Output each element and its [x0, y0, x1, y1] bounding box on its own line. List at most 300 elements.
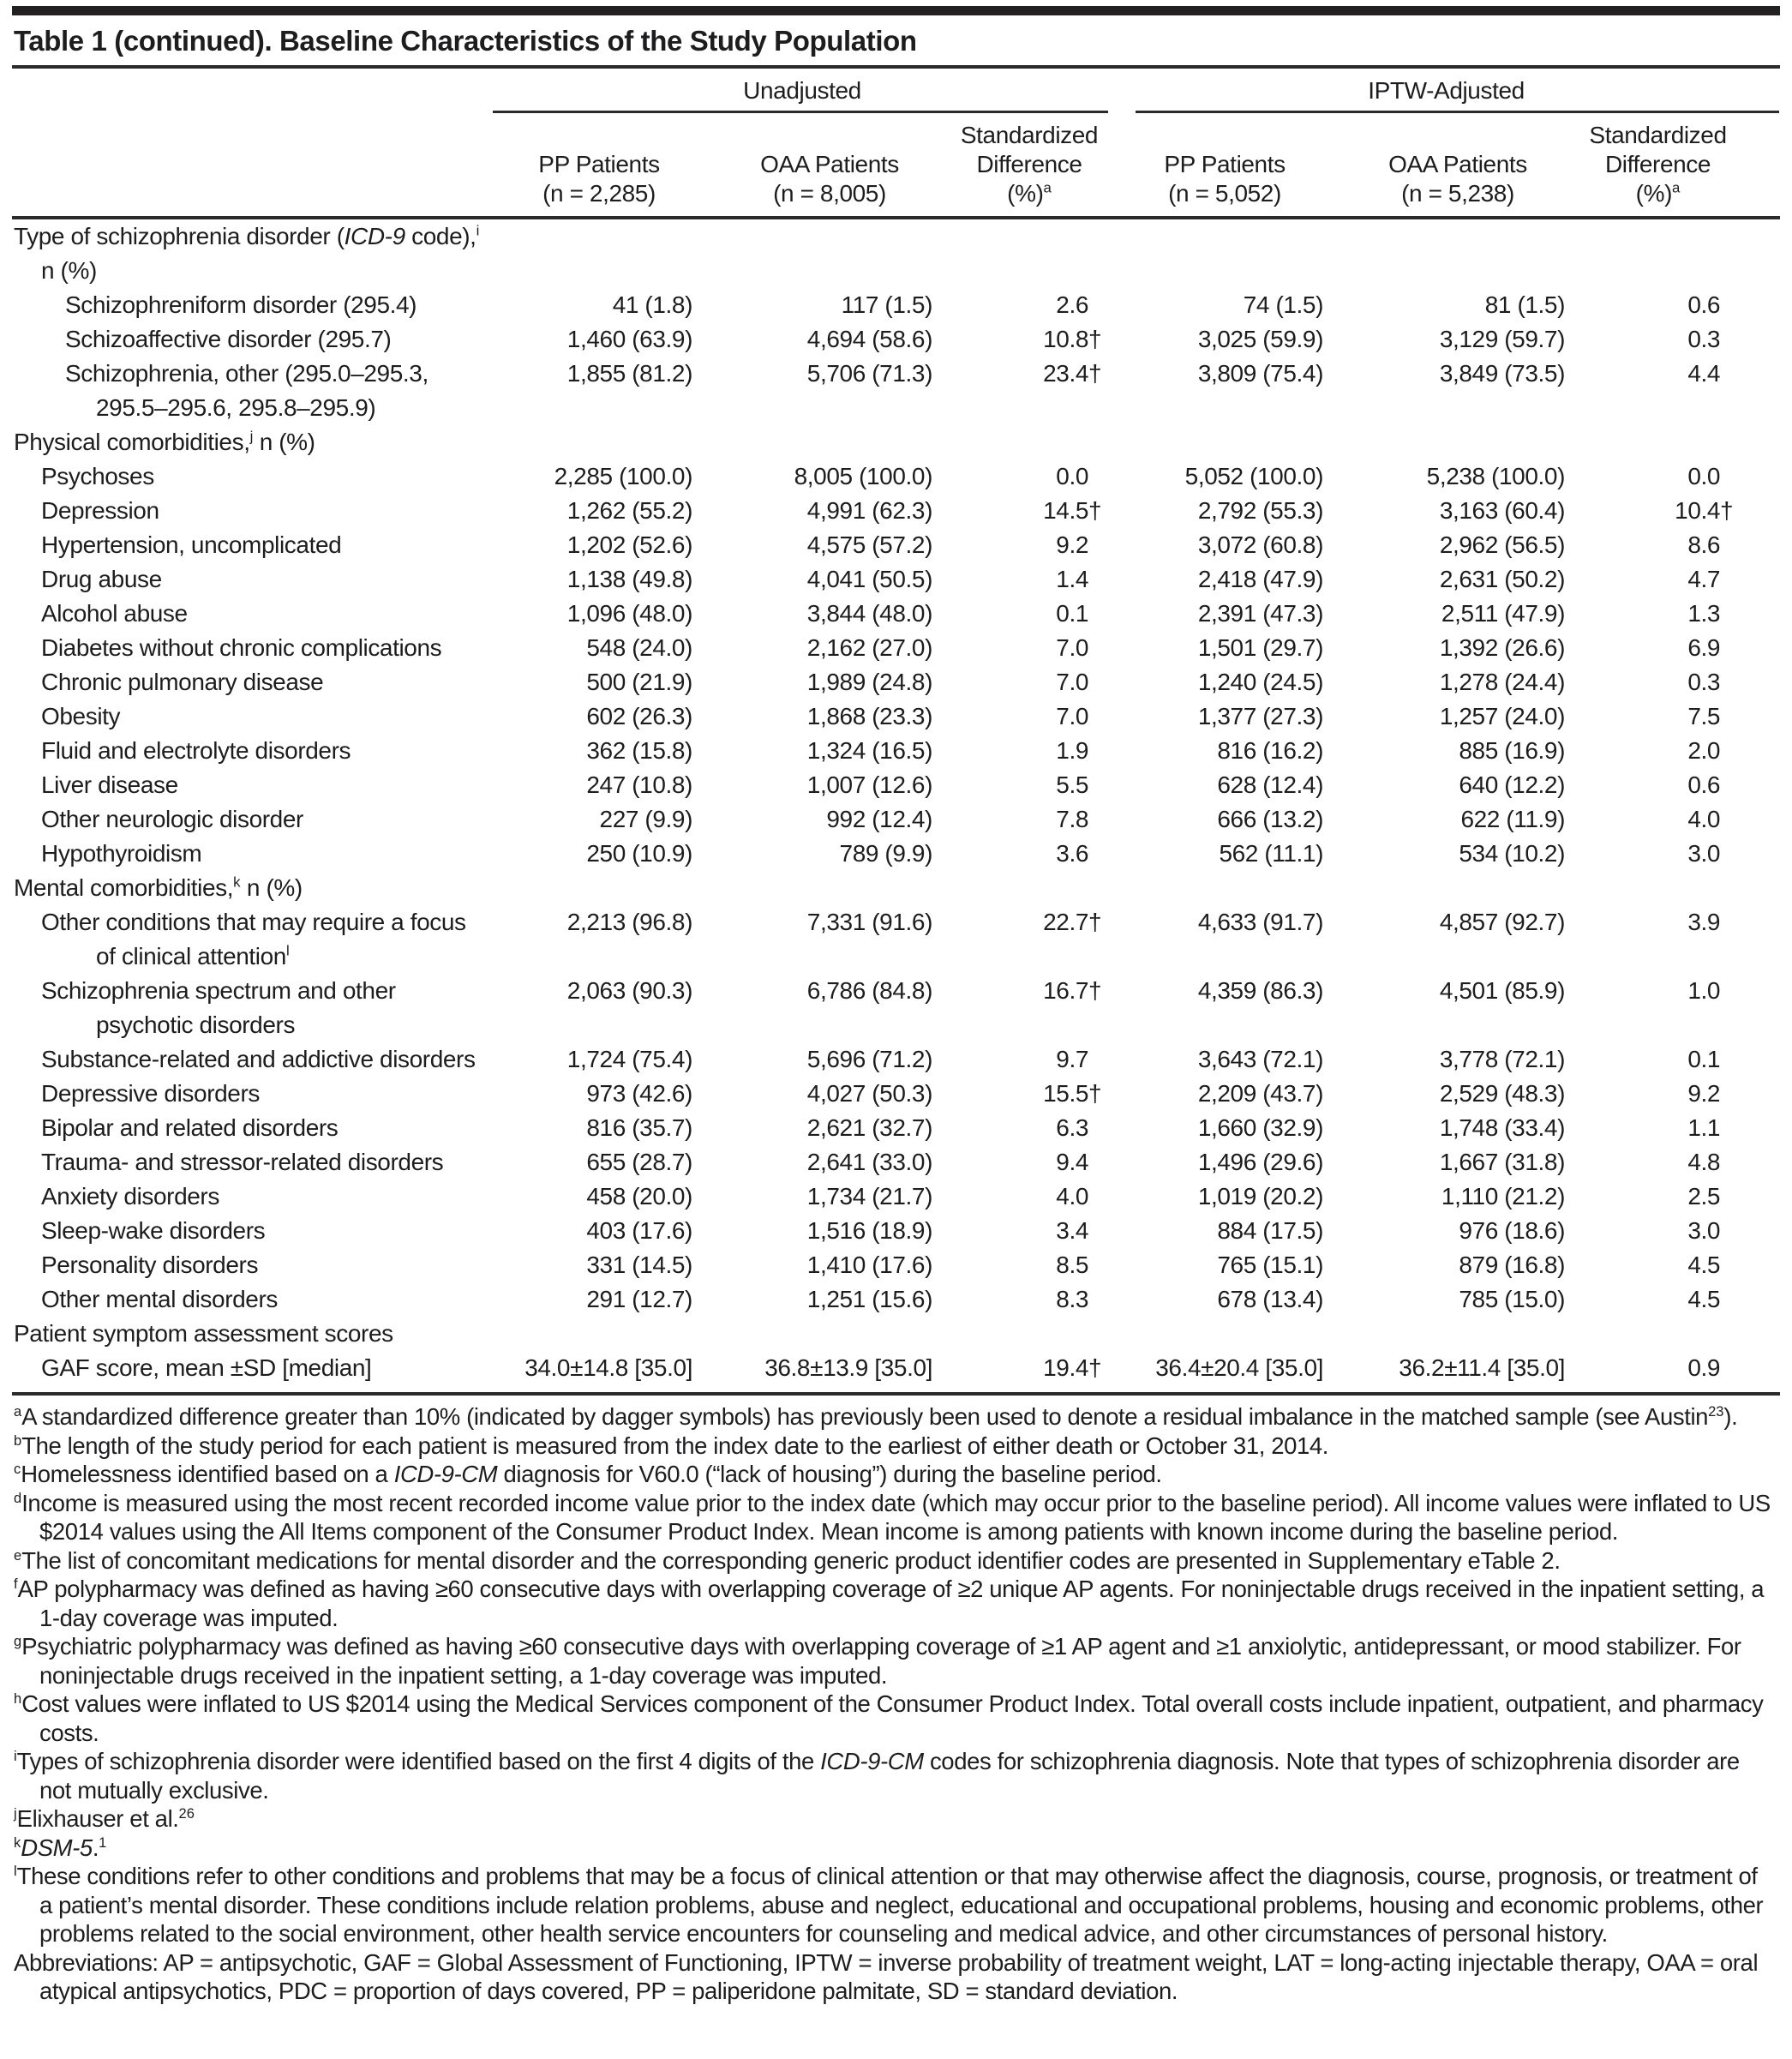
dagger-slot — [1088, 563, 1106, 596]
row-label: Fluid and electrolyte disorders — [41, 737, 351, 764]
table-header — [12, 69, 1780, 218]
cell-value: 10.4 † — [1579, 494, 1780, 528]
dagger-slot — [1720, 597, 1737, 630]
row-label: Depression — [41, 497, 159, 524]
cell-value: 22.7 † — [953, 905, 1112, 939]
cell-value: 1,855 (81.2) — [566, 360, 692, 387]
dagger-slot — [1720, 700, 1737, 733]
cell-value: 15.5 † — [953, 1077, 1112, 1111]
dagger-slot — [1088, 1112, 1106, 1144]
row-label: Chronic pulmonary disease — [41, 669, 324, 695]
header-group-row — [12, 69, 1780, 114]
table-row — [12, 699, 1780, 734]
dagger-slot — [1720, 906, 1737, 939]
dagger-slot — [1088, 1180, 1106, 1213]
cell-value: 0.6 — [1579, 288, 1780, 322]
cell-value: 1,240 (24.5) — [1197, 669, 1324, 695]
cell-value: 19.4 † — [953, 1351, 1112, 1392]
row-label: Other neurologic disorder — [41, 806, 303, 832]
cell-value: 6,786 (84.8) — [806, 977, 932, 1004]
cell-value: 7.0 — [953, 631, 1112, 665]
cell-value: 3,025 (59.9) — [1197, 326, 1324, 352]
cell-value: 500 (21.9) — [586, 669, 692, 695]
cell-value: 291 (12.7) — [586, 1286, 692, 1312]
footnote: $^e$The list of concomitant medications for mental disorder and the corresponding generic product identifier codes are presented in Supplementary eTable 2. — [14, 1546, 1561, 1574]
cell-value: 6.9 — [1579, 631, 1780, 665]
table-row — [12, 1351, 1780, 1392]
group-unadjusted — [492, 69, 1112, 114]
dagger-slot — [1088, 666, 1106, 699]
table-row — [12, 459, 1780, 494]
cell-value: 10.8 † — [953, 322, 1112, 357]
cell-value: 1.9 — [953, 734, 1112, 768]
cell-value: 0.3 — [1579, 665, 1780, 699]
table-row — [12, 425, 1780, 459]
cell-value: 9.2 — [953, 528, 1112, 562]
dagger-slot — [1720, 803, 1737, 836]
cell-value: 3,163 (60.4) — [1439, 497, 1566, 524]
cell-value: 4.0 — [1579, 802, 1780, 837]
cell-value: 4.8 — [1579, 1145, 1780, 1180]
dagger-slot — [1088, 460, 1106, 493]
row-label: Schizophrenia, other (295.0–295.3, — [65, 360, 429, 387]
dagger-slot — [1088, 632, 1106, 664]
dagger-marker: † — [1088, 1354, 1102, 1381]
cell-value: 8.3 — [953, 1282, 1112, 1317]
group-label-iptw: IPTW-Adjusted — [1368, 77, 1525, 104]
column-header: PP Patients (n = 2,285) — [492, 114, 706, 218]
cell-value: 2,162 (27.0) — [806, 634, 932, 661]
row-label: Alcohol abuse — [41, 600, 188, 627]
cell-value: 1,660 (32.9) — [1197, 1114, 1324, 1141]
cell-value: 2,792 (55.3) — [1197, 497, 1324, 524]
cell-value: 81 (1.5) — [1484, 291, 1566, 318]
cell-value: 5.5 — [953, 768, 1112, 802]
column-header: PP Patients (n = 5,052) — [1112, 114, 1337, 218]
cell-value: 3.0 — [1579, 837, 1780, 871]
cell-value: 9.2 — [1579, 1077, 1780, 1111]
dagger-slot — [1720, 1078, 1737, 1110]
cell-value: 9.4 — [953, 1145, 1112, 1180]
footnote: $^b$The length of the study period for each patient is measured from the index date to the earliest of either death or October 31, 2014. — [14, 1432, 1329, 1459]
footnote: $^g$Psychiatric polypharmacy was defined as having ≥60 consecutive days with overlapping coverage of ≥1 AP agent and ≥1 anxiolytic, antidepressant, or mood stabilizer. For noninjectable drugs received in the inpatient setting, a 1-day coverage was imputed. — [14, 1633, 1741, 1689]
cell-value: 1,667 (31.8) — [1439, 1149, 1566, 1175]
cell-value: 3,844 (48.0) — [806, 600, 932, 627]
table-row — [12, 631, 1780, 665]
cell-value: 4.0 — [953, 1180, 1112, 1214]
page — [0, 6, 1792, 2011]
cell-value: 1,377 (27.3) — [1197, 703, 1324, 729]
dagger-slot — [1720, 1352, 1737, 1384]
row-label: Mental comorbidities,$^k$ n (%) — [14, 873, 303, 901]
cell-value: 1,496 (29.6) — [1197, 1149, 1324, 1175]
row-label: Obesity — [41, 703, 121, 729]
dagger-slot — [1088, 837, 1106, 870]
cell-value: 973 (42.6) — [586, 1080, 692, 1107]
table-row — [12, 1282, 1780, 1317]
cell-value: 4,359 (86.3) — [1197, 977, 1324, 1004]
row-label: Schizophreniform disorder (295.4) — [65, 291, 417, 318]
cell-value: 1.1 — [1579, 1111, 1780, 1145]
cell-value: 36.4±20.4 [35.0] — [1155, 1354, 1324, 1381]
row-label: Schizophrenia spectrum and other — [41, 977, 396, 1004]
cell-value: 1,516 (18.9) — [806, 1217, 932, 1244]
row-label: Other mental disorders — [41, 1286, 278, 1312]
row-label: Drug abuse — [41, 566, 162, 592]
row-label: Psychoses — [41, 463, 154, 489]
table-row — [12, 734, 1780, 768]
footnote: $^k$DSM-5.$^1$ — [14, 1834, 107, 1861]
cell-value: 879 (16.8) — [1459, 1252, 1566, 1278]
dagger-marker: † — [1720, 497, 1734, 524]
row-label: Personality disorders — [41, 1252, 259, 1278]
dagger-slot — [1088, 1215, 1106, 1247]
cell-value: 458 (20.0) — [586, 1183, 692, 1210]
cell-value: 7.0 — [953, 699, 1112, 734]
row-label: 295.5–295.6, 295.8–295.9) — [96, 394, 376, 421]
column-header: OAA Patients (n = 8,005) — [706, 114, 953, 218]
footnote: $^j$Elixhauser et al.$^{26}$ — [14, 1805, 195, 1832]
column-header: OAA Patients (n = 5,238) — [1337, 114, 1579, 218]
footnote: $^a$A standardized difference greater than 10% (indicated by dagger symbols) has previously been used to denote a residual imbalance in the matched sample (see Austin$^{23}$). — [14, 1403, 1738, 1430]
table-row — [12, 1145, 1780, 1180]
table-row — [12, 322, 1780, 357]
cell-value: 666 (13.2) — [1217, 806, 1324, 832]
dagger-slot — [1720, 460, 1737, 493]
cell-value: 23.4 † — [953, 357, 1112, 391]
table-row — [12, 837, 1780, 871]
footnote: $^l$These conditions refer to other conditions and problems that may be a focus of clinical attention or that may otherwise affect the diagnosis, course, prognosis, or treatment of a patient’s mental disorder. These conditions include relation problems, abuse and neglect, educational and occupational problems, housing and economic problems, other problems related to the social environment, other health service encounters for counseling and medical advice, and other circumstances of personal history. — [14, 1863, 1764, 1947]
cell-value: 2,641 (33.0) — [806, 1149, 932, 1175]
table-row — [12, 254, 1780, 288]
cell-value: 765 (15.1) — [1217, 1252, 1324, 1278]
cell-value: 4,575 (57.2) — [806, 531, 932, 558]
dagger-slot — [1088, 769, 1106, 801]
header-spacer — [12, 69, 492, 114]
dagger-slot — [1088, 1146, 1106, 1179]
dagger-slot — [1720, 666, 1737, 699]
cell-value: 2.6 — [953, 288, 1112, 322]
cell-value: 1,724 (75.4) — [566, 1046, 692, 1072]
cell-value: 227 (9.9) — [599, 806, 692, 832]
table-row — [12, 1180, 1780, 1214]
cell-value: 885 (16.9) — [1459, 737, 1566, 764]
row-label: Type of schizophrenia disorder (ICD-9 code),$^i$ — [14, 222, 480, 249]
cell-value: 1,251 (15.6) — [806, 1286, 932, 1312]
cell-value: 403 (17.6) — [586, 1217, 692, 1244]
row-label: Liver disease — [41, 771, 178, 798]
cell-value: 1,257 (24.0) — [1439, 703, 1566, 729]
cell-value: 36.8±13.9 [35.0] — [764, 1354, 932, 1381]
cell-value: 4.4 — [1579, 357, 1780, 391]
cell-value: 3.4 — [953, 1214, 1112, 1248]
cell-value: 3,643 (72.1) — [1197, 1046, 1324, 1072]
table-row — [12, 597, 1780, 631]
header-spacer — [12, 114, 492, 218]
footnote: $^f$AP polypharmacy was defined as having ≥60 consecutive days with overlapping coverage of ≥2 unique AP agents. For noninjectable drugs received in the inpatient setting, a 1-day coverage was imputed. — [14, 1576, 1765, 1631]
cell-value: 3,809 (75.4) — [1197, 360, 1324, 387]
cell-value: 0.1 — [1579, 1042, 1780, 1077]
dagger-marker: † — [1088, 497, 1102, 524]
cell-value: 9.7 — [953, 1042, 1112, 1077]
dagger-slot — [1088, 803, 1106, 836]
row-label: Hypertension, uncomplicated — [41, 531, 342, 558]
row-label: psychotic disorders — [96, 1011, 296, 1038]
cell-value: 8.5 — [953, 1248, 1112, 1282]
group-rule-unadjusted — [493, 111, 1108, 113]
cell-value: 1,262 (55.2) — [566, 497, 692, 524]
dagger-slot — [1088, 597, 1106, 630]
cell-value: 4,694 (58.6) — [806, 326, 932, 352]
cell-value: 1,734 (21.7) — [806, 1183, 932, 1210]
cell-value: 14.5 † — [953, 494, 1112, 528]
dagger-marker: † — [1088, 360, 1102, 387]
cell-value: 2,631 (50.2) — [1439, 566, 1566, 592]
dagger-slot — [1088, 700, 1106, 733]
cell-value: 2,418 (47.9) — [1197, 566, 1324, 592]
table-row — [12, 974, 1780, 1008]
dagger-slot — [1088, 529, 1106, 561]
cell-value: 1,460 (63.9) — [566, 326, 692, 352]
cell-value: 7.8 — [953, 802, 1112, 837]
table-row — [12, 357, 1780, 391]
cell-value: 7.0 — [953, 665, 1112, 699]
column-header: Standardized Difference (%)$^a$ — [1579, 114, 1780, 218]
dagger-slot — [1720, 837, 1737, 870]
table-row — [12, 1111, 1780, 1145]
cell-value: 678 (13.4) — [1217, 1286, 1324, 1312]
dagger-slot — [1088, 735, 1106, 767]
cell-value: 0.3 — [1579, 322, 1780, 357]
cell-value: 247 (10.8) — [586, 771, 692, 798]
cell-value: 640 (12.2) — [1459, 771, 1566, 798]
cell-value: 4,027 (50.3) — [806, 1080, 932, 1107]
dagger-slot — [1720, 323, 1737, 356]
dagger-slot — [1720, 529, 1737, 561]
cell-value: 785 (15.0) — [1459, 1286, 1566, 1312]
cell-value: 5,052 (100.0) — [1184, 463, 1324, 489]
row-label: Sleep-wake disorders — [41, 1217, 266, 1244]
cell-value: 884 (17.5) — [1217, 1217, 1324, 1244]
cell-value: 3,778 (72.1) — [1439, 1046, 1566, 1072]
row-label: Depressive disorders — [41, 1080, 260, 1107]
row-label: Anxiety disorders — [41, 1183, 219, 1210]
cell-value: 331 (14.5) — [586, 1252, 692, 1278]
cell-value: 1.0 — [1579, 974, 1780, 1008]
cell-value: 816 (35.7) — [586, 1114, 692, 1141]
cell-value: 41 (1.8) — [612, 291, 692, 318]
dagger-slot — [1720, 1146, 1737, 1179]
dagger-slot — [1720, 289, 1737, 321]
cell-value: 789 (9.9) — [839, 840, 932, 867]
cell-value: 4.5 — [1579, 1248, 1780, 1282]
dagger-slot — [1720, 632, 1737, 664]
dagger-marker: † — [1088, 977, 1102, 1004]
cell-value: 2.0 — [1579, 734, 1780, 768]
table-row — [12, 1214, 1780, 1248]
cell-value: 36.2±11.4 [35.0] — [1399, 1354, 1566, 1381]
dagger-marker: † — [1088, 326, 1102, 352]
cell-value: 2,962 (56.5) — [1439, 531, 1566, 558]
cell-value: 0.1 — [953, 597, 1112, 631]
row-label: Diabetes without chronic complications — [41, 634, 442, 661]
cell-value: 4,857 (92.7) — [1439, 909, 1566, 935]
cell-value: 250 (10.9) — [586, 840, 692, 867]
cell-value: 1,278 (24.4) — [1439, 669, 1566, 695]
cell-value: 548 (24.0) — [586, 634, 692, 661]
dagger-slot — [1720, 563, 1737, 596]
table-row — [12, 288, 1780, 322]
dagger-slot — [1720, 1249, 1737, 1282]
cell-value: 4.5 — [1579, 1282, 1780, 1317]
cell-value: 0.0 — [953, 459, 1112, 494]
footnote: $^d$Income is measured using the most recent recorded income value prior to the index date (which may occur prior to the baseline period). All income values were inflated to US $2014 values using the All Items component of the Consumer Product Index. Mean income is among patients with known income during the baseline period. — [14, 1489, 1771, 1545]
cell-value: 3.9 — [1579, 905, 1780, 939]
cell-value: 622 (11.9) — [1460, 806, 1566, 832]
table-row — [12, 665, 1780, 699]
row-label: Physical comorbidities,$^j$ n (%) — [14, 428, 315, 455]
cell-value: 628 (12.4) — [1217, 771, 1324, 798]
dagger-marker: † — [1088, 1080, 1102, 1107]
row-label: Hypothyroidism — [41, 840, 202, 867]
cell-value: 4,633 (91.7) — [1197, 909, 1324, 935]
cell-value: 1,324 (16.5) — [806, 737, 932, 764]
dagger-slot — [1088, 1283, 1106, 1316]
cell-value: 362 (15.8) — [586, 737, 692, 764]
row-label: Other conditions that may require a focus — [41, 909, 466, 935]
cell-value: 1.3 — [1579, 597, 1780, 631]
cell-value: 1,748 (33.4) — [1439, 1114, 1566, 1141]
group-iptw-adjusted — [1112, 69, 1780, 114]
dagger-slot — [1720, 769, 1737, 801]
dagger-slot — [1088, 1249, 1106, 1282]
cell-value: 0.9 — [1579, 1351, 1780, 1392]
cell-value: 117 (1.5) — [841, 291, 932, 318]
cell-value: 992 (12.4) — [826, 806, 932, 832]
cell-value: 2.5 — [1579, 1180, 1780, 1214]
footnotes-section — [12, 1396, 1775, 2011]
cell-value: 5,696 (71.2) — [806, 1046, 932, 1072]
cell-value: 5,238 (100.0) — [1426, 463, 1566, 489]
row-label: Bipolar and related disorders — [41, 1114, 339, 1141]
table-row — [12, 218, 1780, 254]
dagger-slot — [1720, 735, 1737, 767]
cell-value: 1,110 (21.2) — [1441, 1183, 1566, 1210]
table-row — [12, 802, 1780, 837]
cell-value: 2,213 (96.8) — [566, 909, 692, 935]
cell-value: 4,041 (50.5) — [806, 566, 932, 592]
dagger-slot — [1088, 289, 1106, 321]
table-row — [12, 528, 1780, 562]
cell-value: 0.6 — [1579, 768, 1780, 802]
row-label: Trauma- and stressor-related disorders — [41, 1149, 444, 1175]
cell-value: 1.4 — [953, 562, 1112, 597]
cell-value: 7,331 (91.6) — [806, 909, 932, 935]
cell-value: 1,501 (29.7) — [1197, 634, 1324, 661]
row-label: Substance-related and addictive disorders — [41, 1046, 476, 1072]
cell-value: 34.0±14.8 [35.0] — [524, 1354, 692, 1381]
top-bar — [12, 6, 1780, 15]
cell-value: 1,007 (12.6) — [806, 771, 932, 798]
cell-value: 3.0 — [1579, 1214, 1780, 1248]
table-row — [12, 1077, 1780, 1111]
cell-value: 4,501 (85.9) — [1439, 977, 1566, 1004]
cell-value: 16.7 † — [953, 974, 1112, 1008]
cell-value: 2,529 (48.3) — [1439, 1080, 1566, 1107]
table-row — [12, 1042, 1780, 1077]
group-rule-iptw — [1136, 111, 1779, 113]
row-label: n (%) — [41, 257, 97, 284]
table-row — [12, 494, 1780, 528]
data-table — [12, 69, 1780, 1392]
cell-value: 562 (11.1) — [1219, 840, 1324, 867]
cell-value: 3,072 (60.8) — [1197, 531, 1324, 558]
dagger-slot — [1720, 1043, 1737, 1076]
cell-value: 74 (1.5) — [1243, 291, 1324, 318]
cell-value: 6.3 — [953, 1111, 1112, 1145]
cell-value: 2,621 (32.7) — [806, 1114, 932, 1141]
footnote: $^c$Homelessness identified based on a ICD-9-CM diagnosis for V60.0 (“lack of housing”) during the baseline period. — [14, 1461, 1162, 1487]
table-body — [12, 218, 1780, 1392]
cell-value: 976 (18.6) — [1459, 1217, 1566, 1244]
cell-value: 2,285 (100.0) — [554, 463, 692, 489]
cell-value: 1,989 (24.8) — [806, 669, 932, 695]
table-row — [12, 1008, 1780, 1042]
table-row — [12, 1248, 1780, 1282]
cell-value: 602 (26.3) — [586, 703, 692, 729]
cell-value: 816 (16.2) — [1217, 737, 1324, 764]
dagger-slot — [1720, 357, 1737, 390]
row-label: Patient symptom assessment scores — [14, 1320, 393, 1347]
footnote: $^h$Cost values were inflated to US $2014 using the Medical Services component of the Consumer Product Index. Total overall costs include inpatient, outpatient, and pharmacy costs. — [14, 1690, 1764, 1746]
dagger-marker: † — [1088, 909, 1102, 935]
table-row — [12, 871, 1780, 905]
table-row — [12, 905, 1780, 939]
cell-value: 2,209 (43.7) — [1197, 1080, 1324, 1107]
table-row — [12, 939, 1780, 974]
dagger-slot — [1720, 975, 1737, 1007]
cell-value: 2,391 (47.3) — [1197, 600, 1324, 627]
cell-value: 1,868 (23.3) — [806, 703, 932, 729]
cell-value: 4,991 (62.3) — [806, 497, 932, 524]
cell-value: 1,410 (17.6) — [806, 1252, 932, 1278]
dagger-slot — [1720, 1283, 1737, 1316]
dagger-slot — [1088, 1043, 1106, 1076]
footnote: $^i$Types of schizophrenia disorder were identified based on the first 4 digits of the ICD-9-CM codes for schizophrenia diagnosis. Note that types of schizophrenia disorder are not mutually exclusive. — [14, 1748, 1740, 1804]
dagger-slot — [1720, 1215, 1737, 1247]
cell-value: 1,392 (26.6) — [1439, 634, 1566, 661]
cell-value: 1,138 (49.8) — [566, 566, 692, 592]
cell-value: 1,019 (20.2) — [1197, 1183, 1324, 1210]
cell-value: 3,849 (73.5) — [1439, 360, 1566, 387]
column-header: Standardized Difference (%)$^a$ — [953, 114, 1112, 218]
cell-value: 8,005 (100.0) — [794, 463, 932, 489]
cell-value: 3,129 (59.7) — [1439, 326, 1566, 352]
abbreviations-note: Abbreviations: AP = antipsychotic, GAF = Global Assessment of Functioning, IPTW = inverse probability of treatment weight, LAT = long-acting injectable therapy, OAA = oral atypical antipsychotics, PDC = proportion of days covered, PP = paliperidone palmitate, SD = standard deviation. — [14, 1948, 1759, 2004]
cell-value: 4.7 — [1579, 562, 1780, 597]
cell-value: 655 (28.7) — [586, 1149, 692, 1175]
row-label: GAF score, mean ±SD [median] — [41, 1354, 372, 1381]
cell-value: 1,096 (48.0) — [566, 600, 692, 627]
table-row — [12, 1317, 1780, 1351]
dagger-slot — [1720, 1180, 1737, 1213]
cell-value: 1,202 (52.6) — [566, 531, 692, 558]
cell-value: 5,706 (71.3) — [806, 360, 932, 387]
cell-value: 8.6 — [1579, 528, 1780, 562]
row-label: Schizoaffective disorder (295.7) — [65, 326, 392, 352]
table-row — [12, 391, 1780, 425]
cell-value: 3.6 — [953, 837, 1112, 871]
